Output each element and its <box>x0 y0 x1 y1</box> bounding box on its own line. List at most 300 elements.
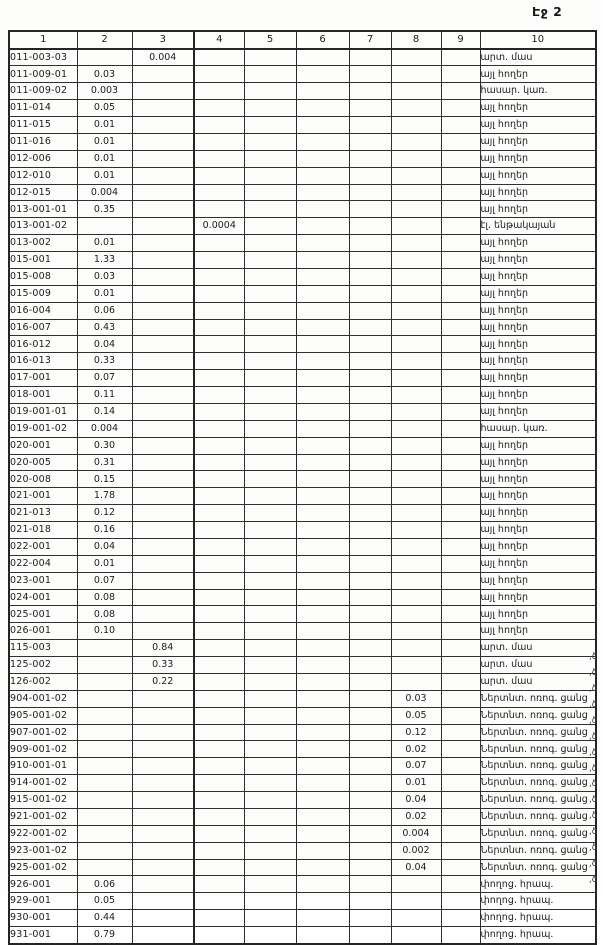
table-row <box>9 927 596 944</box>
cell-land-use-label: այլ հողեր <box>480 437 596 454</box>
cell-land-use-label: այլ հողեր <box>480 606 596 623</box>
cell-parcel-code: 910-001-01 <box>9 758 77 775</box>
cell-col5-value <box>244 285 296 302</box>
cell-col6-value <box>296 218 349 235</box>
cell-col5-value <box>244 133 296 150</box>
cell-col4-value <box>194 454 244 471</box>
cell-col5-value <box>244 589 296 606</box>
cell-parcel-code: 021-013 <box>9 505 77 522</box>
cell-col8-value <box>391 252 441 269</box>
cell-col4-value <box>194 150 244 167</box>
cell-col3-value <box>132 893 194 910</box>
cell-parcel-code: 011-016 <box>9 133 77 150</box>
cell-col5-value <box>244 218 296 235</box>
table-header-row <box>9 31 596 49</box>
cell-land-use-label: էլ. ենթակայան <box>480 218 596 235</box>
table-row <box>9 167 596 184</box>
cell-col3-value <box>132 825 194 842</box>
cell-parcel-code: 020-005 <box>9 454 77 471</box>
cell-col2-value: 0.06 <box>77 302 132 319</box>
cell-col2-value: 0.003 <box>77 83 132 100</box>
table-row <box>9 66 596 83</box>
cell-col5-value <box>244 454 296 471</box>
cell-col4-value <box>194 336 244 353</box>
cell-col9-value <box>441 201 480 218</box>
cell-col8-value: 0.02 <box>391 808 441 825</box>
handwritten-margin-mark: ,ծ <box>589 652 597 663</box>
cell-col3-value <box>132 268 194 285</box>
cell-land-use-label: Ներտնտ. ոռոգ. ցանց <box>480 792 596 809</box>
cell-col5-value <box>244 724 296 741</box>
cell-parcel-code: 021-001 <box>9 488 77 505</box>
cell-col7-value <box>349 319 391 336</box>
cell-col2-value: 0.03 <box>77 268 132 285</box>
cell-col5-value <box>244 825 296 842</box>
cell-col5-value <box>244 876 296 893</box>
handwritten-margin-mark: ,ծ <box>589 827 597 838</box>
cell-col4-value <box>194 167 244 184</box>
cell-col4-value <box>194 505 244 522</box>
cell-col5-value <box>244 893 296 910</box>
cell-col3-value: 0.004 <box>132 49 194 66</box>
cell-col2-value <box>77 842 132 859</box>
cell-col4-value <box>194 859 244 876</box>
cell-col3-value <box>132 876 194 893</box>
cell-col6-value <box>296 741 349 758</box>
cell-col9-value <box>441 808 480 825</box>
cell-col2-value: 0.12 <box>77 505 132 522</box>
cell-col6-value <box>296 825 349 842</box>
column-header: 3 <box>132 31 194 49</box>
cell-col5-value <box>244 792 296 809</box>
cell-col9-value <box>441 707 480 724</box>
cell-col9-value <box>441 252 480 269</box>
cell-land-use-label: այլ հողեր <box>480 403 596 420</box>
cell-col2-value: 0.01 <box>77 555 132 572</box>
cell-col2-value: 0.01 <box>77 235 132 252</box>
cell-col2-value: 0.01 <box>77 285 132 302</box>
handwritten-margin-mark: ,ծ <box>589 795 597 806</box>
handwritten-margin-mark: ,ծ <box>589 700 597 711</box>
cell-col8-value <box>391 302 441 319</box>
cell-land-use-label: փողոց. հրապ. <box>480 927 596 944</box>
cell-col4-value <box>194 673 244 690</box>
cell-col4-value <box>194 825 244 842</box>
cell-col8-value <box>391 268 441 285</box>
cell-col8-value <box>391 454 441 471</box>
table-row <box>9 555 596 572</box>
cell-parcel-code: 016-013 <box>9 353 77 370</box>
cell-col3-value <box>132 100 194 117</box>
cell-col7-value <box>349 150 391 167</box>
cell-col8-value <box>391 555 441 572</box>
cell-col4-value <box>194 623 244 640</box>
cell-col8-value <box>391 522 441 539</box>
table-row <box>9 201 596 218</box>
cell-col8-value: 0.07 <box>391 758 441 775</box>
cell-col3-value <box>132 741 194 758</box>
cell-col5-value <box>244 387 296 404</box>
cell-parcel-code: 015-001 <box>9 252 77 269</box>
cell-col3-value <box>132 623 194 640</box>
cell-col3-value <box>132 859 194 876</box>
cell-col6-value <box>296 268 349 285</box>
cell-col3-value <box>132 910 194 927</box>
cell-land-use-label: Ներտնտ. ոռոգ. ցանց <box>480 808 596 825</box>
cell-col9-value <box>441 488 480 505</box>
cell-col9-value <box>441 724 480 741</box>
cell-parcel-code: 126-002 <box>9 673 77 690</box>
cell-parcel-code: 930-001 <box>9 910 77 927</box>
cell-col6-value <box>296 842 349 859</box>
cell-land-use-label: այլ հողեր <box>480 555 596 572</box>
cell-land-use-label: այլ հողեր <box>480 387 596 404</box>
cell-col9-value <box>441 775 480 792</box>
cell-parcel-code: 022-001 <box>9 538 77 555</box>
cell-col4-value: 0.0004 <box>194 218 244 235</box>
cell-col4-value <box>194 927 244 944</box>
cell-land-use-label: այլ հողեր <box>480 235 596 252</box>
cell-col3-value <box>132 285 194 302</box>
cell-col7-value <box>349 707 391 724</box>
cell-col5-value <box>244 336 296 353</box>
cell-col3-value <box>132 792 194 809</box>
cell-col5-value <box>244 117 296 134</box>
cell-col5-value <box>244 201 296 218</box>
cell-col9-value <box>441 876 480 893</box>
cell-col4-value <box>194 403 244 420</box>
cell-col9-value <box>441 302 480 319</box>
cell-col8-value <box>391 83 441 100</box>
cell-col6-value <box>296 792 349 809</box>
cell-col7-value <box>349 606 391 623</box>
cell-col8-value: 0.12 <box>391 724 441 741</box>
cell-land-use-label: այլ հողեր <box>480 538 596 555</box>
cell-col4-value <box>194 268 244 285</box>
cell-land-use-label: այլ հողեր <box>480 100 596 117</box>
cell-col7-value <box>349 302 391 319</box>
cell-col6-value <box>296 336 349 353</box>
cell-col6-value <box>296 589 349 606</box>
cell-col3-value <box>132 167 194 184</box>
cell-col4-value <box>194 792 244 809</box>
cell-parcel-code: 016-012 <box>9 336 77 353</box>
cell-col6-value <box>296 100 349 117</box>
cell-col9-value <box>441 150 480 167</box>
cell-col3-value <box>132 370 194 387</box>
cell-col3-value <box>132 522 194 539</box>
cell-col8-value <box>391 471 441 488</box>
cell-col9-value <box>441 657 480 674</box>
table-row <box>9 825 596 842</box>
cell-col4-value <box>194 100 244 117</box>
cell-col7-value <box>349 792 391 809</box>
handwritten-margin-mark: ,ծ <box>589 858 597 869</box>
cell-col9-value <box>441 589 480 606</box>
cell-col5-value <box>244 437 296 454</box>
cell-col5-value <box>244 606 296 623</box>
cell-parcel-code: 909-001-02 <box>9 741 77 758</box>
cell-col3-value: 0.22 <box>132 673 194 690</box>
cell-col6-value <box>296 353 349 370</box>
cell-col6-value <box>296 522 349 539</box>
handwritten-margin-mark: ,ծ <box>589 763 597 774</box>
cell-col3-value <box>132 842 194 859</box>
cell-col6-value <box>296 640 349 657</box>
cell-parcel-code: 020-001 <box>9 437 77 454</box>
cell-col9-value <box>441 285 480 302</box>
cell-col6-value <box>296 724 349 741</box>
cell-parcel-code: 011-003-03 <box>9 49 77 66</box>
cell-col6-value <box>296 117 349 134</box>
cell-col3-value <box>132 808 194 825</box>
cell-col7-value <box>349 910 391 927</box>
cell-col6-value <box>296 387 349 404</box>
cell-col4-value <box>194 893 244 910</box>
cell-col7-value <box>349 758 391 775</box>
cell-parcel-code: 907-001-02 <box>9 724 77 741</box>
cell-parcel-code: 011-009-01 <box>9 66 77 83</box>
cell-col5-value <box>244 302 296 319</box>
table-row <box>9 522 596 539</box>
cell-col4-value <box>194 690 244 707</box>
cell-col7-value <box>349 522 391 539</box>
cell-col5-value <box>244 538 296 555</box>
cell-parcel-code: 020-008 <box>9 471 77 488</box>
cell-col9-value <box>441 454 480 471</box>
cell-col3-value: 0.84 <box>132 640 194 657</box>
cell-col7-value <box>349 623 391 640</box>
table-row <box>9 133 596 150</box>
cell-col5-value <box>244 319 296 336</box>
column-header: 9 <box>441 31 480 49</box>
cell-col5-value <box>244 775 296 792</box>
cell-parcel-code: 011-014 <box>9 100 77 117</box>
table-row <box>9 370 596 387</box>
cell-col3-value <box>132 505 194 522</box>
cell-col8-value: 0.01 <box>391 775 441 792</box>
cell-col9-value <box>441 319 480 336</box>
cell-land-use-label: այլ հողեր <box>480 505 596 522</box>
cell-col6-value <box>296 133 349 150</box>
table-row <box>9 437 596 454</box>
cell-col9-value <box>441 353 480 370</box>
cell-col2-value: 0.03 <box>77 66 132 83</box>
cell-col7-value <box>349 859 391 876</box>
cell-col9-value <box>441 859 480 876</box>
cell-land-use-label: այլ հողեր <box>480 589 596 606</box>
cell-col3-value <box>132 589 194 606</box>
cell-col2-value: 0.01 <box>77 133 132 150</box>
cell-col5-value <box>244 167 296 184</box>
table-row <box>9 623 596 640</box>
cell-col6-value <box>296 184 349 201</box>
cell-col2-value: 0.44 <box>77 910 132 927</box>
table-row <box>9 538 596 555</box>
cell-land-use-label: Ներտնտ. ոռոգ. ցանց <box>480 690 596 707</box>
cell-col6-value <box>296 910 349 927</box>
cell-parcel-code: 016-004 <box>9 302 77 319</box>
cell-land-use-label: արտ. մաս <box>480 673 596 690</box>
cell-col8-value: 0.05 <box>391 707 441 724</box>
cell-col7-value <box>349 100 391 117</box>
table-row <box>9 268 596 285</box>
cell-land-use-label: հասար. կառ. <box>480 420 596 437</box>
cell-land-use-label: Ներտնտ. ոռոգ. ցանց <box>480 859 596 876</box>
table-row <box>9 353 596 370</box>
cell-col5-value <box>244 842 296 859</box>
cell-land-use-label: այլ հողեր <box>480 150 596 167</box>
cell-col6-value <box>296 49 349 66</box>
cell-col2-value: 0.01 <box>77 167 132 184</box>
cell-land-use-label: Ներտնտ. ոռոգ. ցանց <box>480 741 596 758</box>
cell-land-use-label: այլ հողեր <box>480 522 596 539</box>
cell-col8-value <box>391 353 441 370</box>
cell-col7-value <box>349 572 391 589</box>
cell-col9-value <box>441 538 480 555</box>
cell-parcel-code: 115-003 <box>9 640 77 657</box>
cell-col6-value <box>296 488 349 505</box>
cell-col3-value <box>132 690 194 707</box>
table-row <box>9 336 596 353</box>
cell-col2-value: 0.15 <box>77 471 132 488</box>
cell-col9-value <box>441 235 480 252</box>
cell-col3-value <box>132 117 194 134</box>
cell-col3-value: 0.33 <box>132 657 194 674</box>
cell-col2-value: 0.01 <box>77 150 132 167</box>
cell-col6-value <box>296 167 349 184</box>
cell-col4-value <box>194 252 244 269</box>
table-row <box>9 775 596 792</box>
cell-col8-value <box>391 572 441 589</box>
cell-col3-value <box>132 150 194 167</box>
cell-col6-value <box>296 83 349 100</box>
cell-parcel-code: 013-001-01 <box>9 201 77 218</box>
cell-col7-value <box>349 505 391 522</box>
cell-col5-value <box>244 910 296 927</box>
cell-col8-value <box>391 606 441 623</box>
cell-land-use-label: այլ հողեր <box>480 353 596 370</box>
cell-col8-value <box>391 201 441 218</box>
cell-col5-value <box>244 471 296 488</box>
cell-col2-value <box>77 724 132 741</box>
cell-col3-value <box>132 555 194 572</box>
cell-parcel-code: 125-002 <box>9 657 77 674</box>
cell-col4-value <box>194 387 244 404</box>
cell-col7-value <box>349 218 391 235</box>
cell-col9-value <box>441 336 480 353</box>
cell-col8-value: 0.03 <box>391 690 441 707</box>
cell-col7-value <box>349 83 391 100</box>
cell-land-use-label: այլ հողեր <box>480 133 596 150</box>
cell-col9-value <box>441 842 480 859</box>
cell-col5-value <box>244 268 296 285</box>
cell-col4-value <box>194 319 244 336</box>
cell-col6-value <box>296 606 349 623</box>
table-row <box>9 150 596 167</box>
cell-col9-value <box>441 910 480 927</box>
cell-col8-value <box>391 488 441 505</box>
cell-col9-value <box>441 437 480 454</box>
cell-col9-value <box>441 133 480 150</box>
cell-col8-value: 0.04 <box>391 859 441 876</box>
cell-col4-value <box>194 49 244 66</box>
cell-col2-value: 0.31 <box>77 454 132 471</box>
cell-col5-value <box>244 66 296 83</box>
cell-col4-value <box>194 758 244 775</box>
cell-col4-value <box>194 184 244 201</box>
cell-col4-value <box>194 842 244 859</box>
cell-col7-value <box>349 673 391 690</box>
table-row <box>9 117 596 134</box>
cell-col7-value <box>349 133 391 150</box>
cell-col5-value <box>244 572 296 589</box>
table-row <box>9 876 596 893</box>
cell-col3-value <box>132 538 194 555</box>
table-row <box>9 690 596 707</box>
cell-col7-value <box>349 167 391 184</box>
cell-col7-value <box>349 437 391 454</box>
cell-col9-value <box>441 606 480 623</box>
cell-land-use-label: այլ հողեր <box>480 488 596 505</box>
cell-col2-value: 0.11 <box>77 387 132 404</box>
cell-col3-value <box>132 235 194 252</box>
cell-col4-value <box>194 572 244 589</box>
cell-col7-value <box>349 403 391 420</box>
cell-col8-value <box>391 403 441 420</box>
cell-col7-value <box>349 724 391 741</box>
cell-col2-value: 1.78 <box>77 488 132 505</box>
cell-col4-value <box>194 302 244 319</box>
cell-col6-value <box>296 302 349 319</box>
table-row <box>9 606 596 623</box>
cell-col9-value <box>441 117 480 134</box>
table-row <box>9 505 596 522</box>
cell-col9-value <box>441 690 480 707</box>
cell-col3-value <box>132 707 194 724</box>
cell-col5-value <box>244 690 296 707</box>
table-row <box>9 589 596 606</box>
cell-col3-value <box>132 437 194 454</box>
table-row <box>9 319 596 336</box>
cell-col8-value <box>391 285 441 302</box>
cell-col5-value <box>244 370 296 387</box>
cell-col4-value <box>194 606 244 623</box>
cell-col3-value <box>132 420 194 437</box>
cell-col5-value <box>244 505 296 522</box>
cell-col9-value <box>441 268 480 285</box>
cell-col5-value <box>244 927 296 944</box>
cell-col4-value <box>194 589 244 606</box>
table-row <box>9 657 596 674</box>
cell-col3-value <box>132 572 194 589</box>
cell-col4-value <box>194 66 244 83</box>
cell-parcel-code: 011-015 <box>9 117 77 134</box>
cell-col5-value <box>244 741 296 758</box>
cell-col2-value: 0.30 <box>77 437 132 454</box>
table-row <box>9 893 596 910</box>
cell-col3-value <box>132 454 194 471</box>
cell-parcel-code: 026-001 <box>9 623 77 640</box>
cell-col8-value <box>391 893 441 910</box>
cell-col7-value <box>349 775 391 792</box>
cell-col9-value <box>441 555 480 572</box>
cell-col9-value <box>441 741 480 758</box>
cell-col2-value: 0.01 <box>77 117 132 134</box>
cell-col7-value <box>349 184 391 201</box>
cell-col9-value <box>441 370 480 387</box>
cell-col3-value <box>132 724 194 741</box>
